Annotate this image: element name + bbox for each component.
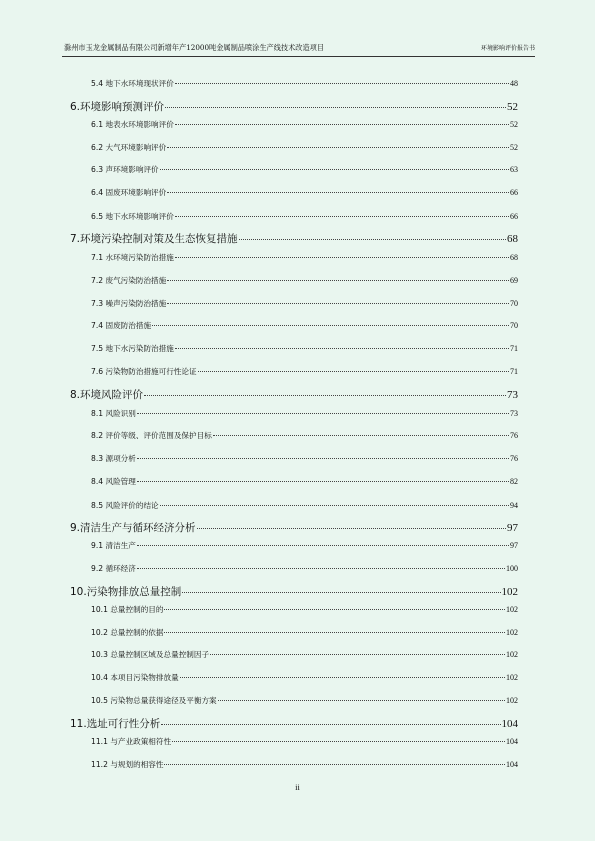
toc-entry-page: 102 [506, 696, 518, 705]
toc-section-entry[interactable] [91, 627, 518, 638]
toc-entry-page: 76 [510, 454, 518, 463]
toc-entry-page: 73 [510, 409, 518, 418]
header-project-title: 滁州市玉龙金属制品有限公司新增年产12000吨金属制品喷涂生产线技术改造项目 [64, 43, 325, 52]
toc-dot-leader [160, 505, 509, 506]
toc-entry-title: 9.清洁生产与循环经济分析 [70, 522, 196, 534]
toc-entry-title: 7.1 水环境污染防治措施 [91, 253, 174, 262]
toc-section-entry[interactable] [91, 430, 518, 441]
toc-entry-page: 71 [510, 367, 518, 376]
toc-entry-page: 52 [510, 143, 518, 152]
toc-entry-page: 70 [510, 299, 518, 308]
toc-section-entry[interactable] [91, 540, 518, 551]
toc-entry-title: 5.4 地下水环境现状评价 [91, 79, 174, 88]
toc-dot-leader [152, 325, 509, 326]
toc-entry-title: 10.3 总量控制区域及总量控制因子 [91, 650, 210, 659]
toc-entry-page: 104 [501, 718, 518, 730]
toc-entry-page: 94 [510, 501, 518, 510]
toc-entry-title: 7.5 地下水污染防治措施 [91, 344, 174, 353]
toc-dot-leader [164, 632, 505, 633]
toc-dot-leader [167, 147, 509, 148]
toc-entry-title: 8.环境风险评价 [70, 389, 144, 401]
toc-section-entry[interactable] [91, 604, 518, 615]
toc-entry-title: 10.5 污染物总量获得途径及平衡方案 [91, 696, 217, 705]
toc-section-entry[interactable] [91, 453, 518, 464]
toc-entry-page: 82 [510, 477, 518, 486]
toc-section-entry[interactable] [91, 649, 518, 660]
toc-entry-title: 6.5 地下水环境影响评价 [91, 212, 174, 221]
toc-entry-title: 8.3 源项分析 [91, 454, 136, 463]
toc-entry-title: 10.4 本项目污染物排放量 [91, 673, 179, 682]
toc-entry-title: 6.2 大气环境影响评价 [91, 143, 167, 152]
toc-dot-leader [175, 257, 509, 258]
toc-entry-page: 97 [510, 541, 518, 550]
toc-entry-page: 66 [510, 188, 518, 197]
toc-dot-leader [167, 192, 509, 193]
toc-entry-title: 10.2 总量控制的依据 [91, 628, 164, 637]
toc-entry-page: 69 [510, 276, 518, 285]
toc-entry-page: 66 [510, 212, 518, 221]
toc-section-entry[interactable] [91, 408, 518, 419]
header-report-type: 环境影响评价报告书 [480, 45, 535, 52]
toc-section-entry[interactable] [91, 366, 518, 377]
toc-entry-page: 70 [510, 321, 518, 330]
toc-entry-page: 76 [510, 431, 518, 440]
toc-dot-leader [144, 395, 506, 396]
toc-entry-page: 52 [507, 101, 518, 113]
toc-dot-leader [210, 654, 505, 655]
toc-entry-title: 6.环境影响预测评价 [70, 101, 165, 113]
toc-section-entry[interactable] [91, 142, 518, 153]
toc-section-entry[interactable] [91, 320, 518, 331]
toc-section-entry[interactable] [91, 672, 518, 683]
toc-entry-page: 97 [507, 522, 518, 534]
toc-entry-title: 11.1 与产业政策相符性 [91, 737, 172, 746]
toc-entry-page: 102 [501, 586, 518, 598]
toc-section-entry[interactable] [91, 211, 518, 222]
toc-dot-leader [175, 83, 509, 84]
toc-section-entry[interactable] [91, 78, 518, 89]
toc-entry-page: 102 [506, 628, 518, 637]
toc-entry-title: 8.4 风险管理 [91, 477, 136, 486]
toc-dot-leader [160, 169, 509, 170]
toc-dot-leader [165, 107, 506, 108]
toc-entry-page: 73 [507, 389, 518, 401]
toc-entry-page: 102 [506, 650, 518, 659]
toc-section-entry[interactable] [91, 695, 518, 706]
toc-dot-leader [213, 435, 509, 436]
toc-section-entry[interactable] [91, 759, 518, 770]
toc-dot-leader [137, 545, 509, 546]
toc-entry-page: 104 [506, 760, 518, 769]
toc-dot-leader [137, 481, 509, 482]
toc-dot-leader [137, 413, 509, 414]
toc-entry-title: 7.4 固废防治措施 [91, 321, 152, 330]
toc-dot-leader [137, 568, 505, 569]
toc-dot-leader [164, 609, 505, 610]
toc-section-entry[interactable] [91, 736, 518, 747]
toc-entry-title: 7.环境污染控制对策及生态恢复措施 [70, 233, 238, 245]
toc-dot-leader [172, 741, 505, 742]
toc-dot-leader [167, 280, 509, 281]
page-header [62, 40, 535, 57]
toc-dot-leader [182, 592, 500, 593]
toc-chapter-entry[interactable] [70, 520, 518, 535]
toc-dot-leader [175, 348, 509, 349]
toc-section-entry[interactable] [91, 476, 518, 487]
page-number: ii [295, 782, 300, 792]
toc-dot-leader [167, 303, 509, 304]
toc-dot-leader [198, 371, 509, 372]
toc-entry-title: 7.6 污染物防治措施可行性论证 [91, 367, 197, 376]
toc-entry-page: 68 [507, 233, 518, 245]
toc-section-entry[interactable] [91, 164, 518, 175]
toc-section-entry[interactable] [91, 563, 518, 574]
toc-chapter-entry[interactable] [70, 387, 518, 402]
toc-section-entry[interactable] [91, 119, 518, 130]
toc-entry-page: 71 [510, 344, 518, 353]
toc-section-entry[interactable] [91, 252, 518, 263]
toc-entry-title: 11.选址可行性分析 [70, 718, 161, 730]
toc-dot-leader [175, 124, 509, 125]
toc-dot-leader [218, 700, 505, 701]
toc-entry-title: 7.2 废气污染防治措施 [91, 276, 167, 285]
toc-dot-leader [239, 239, 506, 240]
toc-entry-page: 102 [506, 673, 518, 682]
toc-entry-title: 11.2 与规划的相容性 [91, 760, 164, 769]
toc-section-entry[interactable] [91, 187, 518, 198]
toc-section-entry[interactable] [91, 298, 518, 309]
toc-entry-title: 10.1 总量控制的目的 [91, 605, 164, 614]
toc-entry-page: 100 [506, 564, 518, 573]
toc-entry-page: 68 [510, 253, 518, 262]
toc-entry-title: 9.1 清洁生产 [91, 541, 136, 550]
toc-chapter-entry[interactable] [70, 99, 518, 114]
toc-entry-page: 48 [510, 79, 518, 88]
toc-entry-title: 8.1 风险识别 [91, 409, 136, 418]
toc-entry-title: 10.污染物排放总量控制 [70, 586, 182, 598]
toc-entry-title: 9.2 循环经济 [91, 564, 136, 573]
toc-chapter-entry[interactable] [70, 716, 518, 731]
toc-entry-title: 7.3 噪声污染防治措施 [91, 299, 167, 308]
toc-section-entry[interactable] [91, 500, 518, 511]
toc-entry-title: 8.2 评价等级、评价范围及保护目标 [91, 431, 212, 440]
toc-entry-page: 63 [510, 165, 518, 174]
toc-section-entry[interactable] [91, 275, 518, 286]
toc-dot-leader [137, 458, 509, 459]
toc-dot-leader [197, 528, 506, 529]
toc-entry-title: 6.1 地表水环境影响评价 [91, 120, 174, 129]
toc-section-entry[interactable] [91, 343, 518, 354]
toc-chapter-entry[interactable] [70, 584, 518, 599]
toc-dot-leader [161, 724, 500, 725]
toc-dot-leader [175, 216, 509, 217]
toc-entry-title: 8.5 风险评价的结论 [91, 501, 159, 510]
toc-entry-page: 104 [506, 737, 518, 746]
toc-chapter-entry[interactable] [70, 231, 518, 246]
toc-entry-title: 6.4 固废环境影响评价 [91, 188, 167, 197]
toc-entry-title: 6.3 声环境影响评价 [91, 165, 159, 174]
toc-dot-leader [164, 764, 505, 765]
toc-entry-page: 52 [510, 120, 518, 129]
toc-entry-page: 102 [506, 605, 518, 614]
toc-dot-leader [180, 677, 505, 678]
